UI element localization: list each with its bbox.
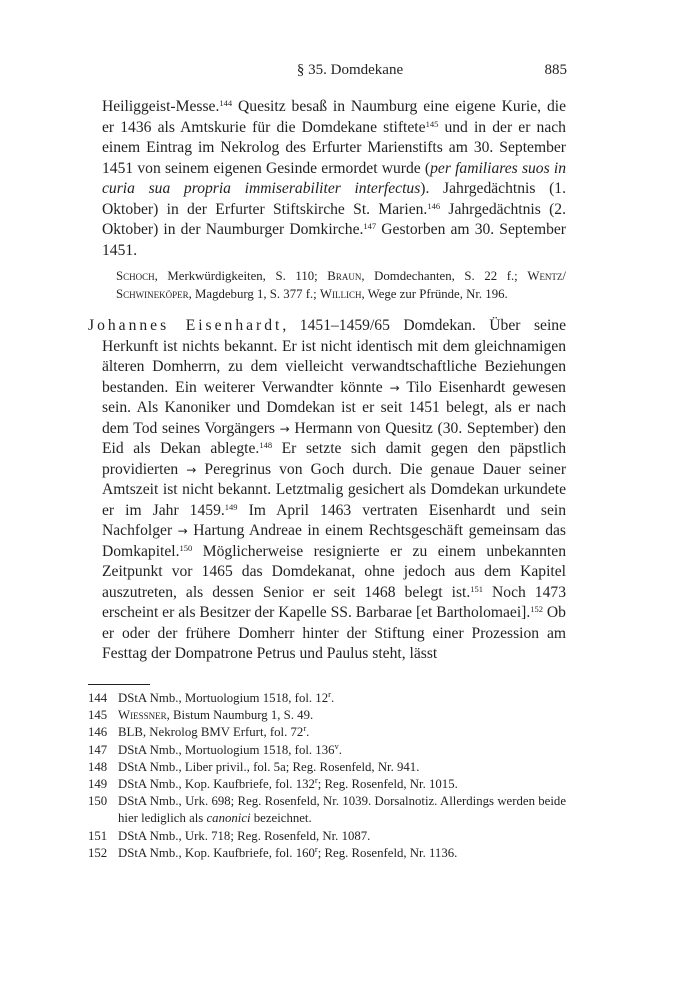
cross-reference: Hermann von Quesitz [294, 419, 433, 437]
footnote-ref: 152 [530, 604, 544, 614]
footnote: 151 DStA Nmb., Urk. 718; Reg. Rosenfeld, Nr. 1087. [88, 828, 371, 843]
footnote: 146 BLB, Nekrolog BMV Erfurt, fol. 72$^r$. [88, 723, 310, 740]
cross-reference: Hartung Andreae [193, 522, 302, 539]
footnote-ref: 147 [363, 221, 377, 231]
page-number: 885 [544, 62, 567, 78]
footnote-ref: 151 [470, 583, 484, 594]
footnote: 144 DStA Nmb., Mortuologium 1518, fol. 12$^r$. [88, 689, 335, 705]
page-header [0, 62, 700, 86]
footnote-ref: 148 [259, 440, 273, 450]
cross-reference: Peregrinus von Goch [204, 460, 345, 478]
footnote: 148 DStA Nmb., Liber privil., fol. 5a; Reg. Rosenfeld, Nr. 941. [88, 759, 420, 774]
main-text [88, 97, 566, 665]
literature-references: Schoch, Merkwürdigkeiten, S. 110; Braun, Domdechanten, S. 22 f.; Wentz/ Schwineköper, Magdeburg 1, S. 377 f.; Willich, Wege zur Pfründe, Nr. 196. [116, 269, 566, 301]
cross-reference-arrow-icon: → [186, 462, 197, 477]
footnote: 152 DStA Nmb., Kop. Kaufbriefe, fol. 160$^r$; Reg. Rosenfeld, Nr. 1136. [88, 843, 458, 860]
footnote-ref: 145 [425, 118, 439, 129]
person-name: Johannes Eisenhardt [88, 317, 283, 334]
entry-paragraph: Heiliggeist-Messe.$^{144}$ Quesitz besaß in Naumburg eine eigene Kurie, die er 1436 als Amtskurie für die Domdekane stiftete$^{145}$ und in der er nach einem Eintrag im Nekrolog des Erfurter Marienstifts am 30. September 1451 von seinem eigenen Gesinde ermordet wurde (per familiares suos in curia sua propria immiserabiliter interfectus). Jahrgedächtnis (1. Oktober) in der Erfurter Stiftskirche St. Marien.$^{146}$ Jahrgedächtnis (2. Oktober) in der Naumburger Domkirche.$^{147}$ Gestorben am 30. September 1451. [102, 98, 566, 259]
entry-eisenhardt: Johannes Eisenhardt, 1451–1459/65 Domdekan. Über seine Herkunft ist nichts bekannt. Er ist nicht identisch mit dem gleichnamigen älteren Domherrn, zu dem vielleicht verwandtschaftliche Beziehungen bestanden. Ein weiterer Verwandter könnte → Tilo Eisenhardt gewesen sein. Als Kanoniker und Domdekan ist er seit 1451 belegt, als er nach dem Tod seines Vorgängers → Hermann von Quesitz (30. September) den Eid als Dekan ablegte.$^{148}$ Er setzte sich damit gegen den päpstlich providierten → Peregrinus von Goch durch. Die genaue Dauer seiner Amtszeit ist nicht bekannt. Letztmalig gesichert als Domdekan urkundete er im Jahr 1459.$^{149}$ Im April 1463 vertraten Eisenhardt und sein Nachfolger → Hartung Andreae in einem Rechtsgeschäft gemeinsam das Domkapitel.$^{150}$ Möglicherweise resignierte er zu einem unbekannten Zeitpunkt vor 1465 das Domdekanat, ohne jedoch aus dem Kapitel auszutreten, als dessen Senior er seit 1468 belegt ist.$^{151}$ Noch 1473 erscheint er als Besitzer der Kapelle SS. Barbarae [et Bartholomaei].$^{152}$ Ob er oder der frühere Domherr hinter der Stiftung einer Prozession am Festtag der Dompatrone Petrus und Paulus steht, lässt [88, 317, 567, 662]
footnote-ref: 144 [219, 98, 233, 108]
cross-reference-arrow-icon: → [177, 524, 188, 538]
latin-quote: per familiares suos in curia sua propria immiserabiliter interfectus [102, 159, 566, 197]
footnote-ref: 146 [427, 200, 441, 211]
footnote-ref: 149 [224, 501, 238, 512]
footnote: 147 DStA Nmb., Mortuologium 1518, fol. 136$^v$. [88, 740, 342, 757]
cross-reference-arrow-icon: → [389, 380, 400, 395]
footnote: 149 DStA Nmb., Kop. Kaufbriefe, fol. 132$^r$; Reg. Rosenfeld, Nr. 1015. [88, 775, 458, 792]
entry-quesitz-continuation [88, 97, 566, 303]
footnote-ref: 150 [179, 542, 193, 553]
cross-reference: Tilo Eisenhardt [406, 378, 506, 396]
footnotes [88, 690, 566, 862]
footnote: 150 DStA Nmb., Urk. 698; Reg. Rosenfeld, Nr. 1039. Dorsalnotiz. Allerdings werden beide hier lediglich als canonici bezeichnet. [88, 794, 566, 826]
footnote-separator [88, 684, 150, 685]
footnote: 145 Wiessner, Bistum Naumburg 1, S. 49. [88, 708, 314, 723]
running-head: § 35. Domdekane [296, 62, 404, 78]
cross-reference-arrow-icon: → [279, 421, 290, 436]
